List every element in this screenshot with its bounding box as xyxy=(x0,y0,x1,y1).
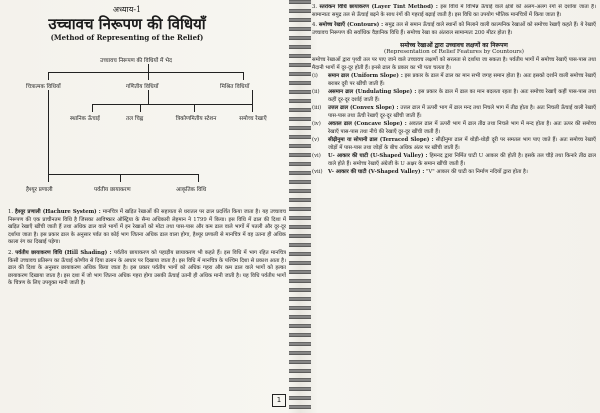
page-subtitle: (Method of Representing of the Relief) xyxy=(50,33,204,42)
item-number: (v) xyxy=(312,137,320,143)
section-heading: समोच्च रेखाएँ (Contours) : xyxy=(318,22,384,28)
diagram-connector xyxy=(92,104,252,105)
page-number: 1 xyxy=(272,394,286,407)
diagram-node-hachure: हैश्यूर प्रणाली xyxy=(26,187,53,193)
list-item xyxy=(312,89,596,104)
diagram-connector xyxy=(148,64,149,72)
diagram-connector xyxy=(48,72,49,80)
diagram-node-spot-height: स्थानिक ऊँचाई xyxy=(70,116,100,122)
relief-features-intro: समोच्च रेखाओं द्वारा पृथ्वी तल पर पाए जाने वाले उच्चावच लक्षणों को सरलता से दर्शाया जा सकता है। पर्वतीय भागों में समोच्च रेखाएँ पास-पास तथा मैदानी भागों में दूर-दूर होती हैं। इनसे ढाल के प्रकार का भी पता चलता है। xyxy=(312,57,596,71)
item-text: उत्तल ढाल में ऊपरी भाग में ढाल मन्द तथा निचले भाग में तीव्र होता है। अतः निचली ऊँचाई वाली रेखाएँ पास-पास तथा ऊँची रेखाएँ दूर-दूर खींची जाती हैं। xyxy=(328,105,596,119)
section-hachure xyxy=(8,209,286,247)
diagram-connector xyxy=(148,72,149,80)
item-text: अवतल ढाल में ऊपरी भाग में ढाल तीव्र तथा निचले भाग में मन्द होता है। अतः ऊपर की समोच्च रेखाएँ पास-पास तथा नीचे की रेखाएँ दूर-दूर खींची जाती हैं। xyxy=(328,121,596,135)
item-heading: सीढ़ीनुमा या सोपानी ढाल (Terraced Slope) : xyxy=(328,137,434,143)
list-item xyxy=(312,73,596,88)
diagram-root: उच्चावच निरूपण की विधियों में भेद xyxy=(100,58,172,64)
list-item xyxy=(312,153,596,168)
item-text: हिमनद द्वारा निर्मित घाटी U आकार की होती है। इसके तल चौड़े तथा किनारे तीव्र ढाल वाले होते हैं। समोच्च रेखाएँ अंग्रेजी के U अक्षर के समान खींची जाती हैं। xyxy=(328,153,596,167)
diagram-node-contours: समोच्च रेखाएँ xyxy=(239,116,267,122)
item-heading: समान ढाल (Uniform Slope) : xyxy=(328,73,403,79)
item-number: (vii) xyxy=(312,169,323,175)
diagram-connector xyxy=(120,174,121,182)
section-text: पर्वतीय छायाकरण को पहाड़ीय छायाकरण भी कहते हैं। इस विधि में भाग रहित मानचित्र किसी उच्चावच प्रतिरूप का ऊँचाई कोणीय से दिया ढलान के आधार पर दिखाया जाता है। इस विधि में मानचित्र के पश्चिम दिशा से प्रकाश आता है। ढाल की दिशा के अनुसार छायाकरण अधिक किया जाता है। इस प्रकार पर्वतीय भागों को अधिक गहरा और कम ढाल वाले भागों को हल्का छायाकरण दिखाया जाता है। इस दशा में जो भाग जितना अधिक गहरा होगा उसकी ऊँचाई उतनी ही अधिक मानी जाती है। यह विधि पर्वतीय भागों के चित्रण के लिए उपयुक्त मानी जाती है। xyxy=(8,249,286,287)
item-heading: V- आकार की घाटी (V-Shaped Valley) : xyxy=(328,169,425,175)
diagram-connector xyxy=(48,72,243,73)
item-number: (ii) xyxy=(312,89,320,95)
diagram-connector xyxy=(148,90,149,104)
diagram-connector xyxy=(92,104,93,112)
diagram-connector xyxy=(48,90,49,174)
section-text: मानचित्र में खड़ित रेखाओं की सहायता से धरातल पर ढाल प्रदर्शित किया जाता है। यह उच्चावच निरूपण की एक प्राचीनतम विधि है जिसका आविष्कार ऑस्ट्रिया के सैन्य अधिकारी लेहमान ने 1799 में किया। इस विधि में ढाल की दिशा में खड़ित रेखाएँ खींची जाती हैं तथा अधिक ढाल वाले भागों में इन रेखाओं को मोटा तथा पास-पास और कम ढाल वाले भागों में पतली और दूर-दूर दर्शाया जाता है। इस प्रकार ढाल के अनुसार पर्वत का कोई भाग जितना अधिक ढाल वाला होगा, हैश्यूर प्रणाली से मानचित्र में वह उतना ही अधिक काला रंग का दिखाई पड़ेगा। xyxy=(8,209,286,246)
relief-features-heading: समोच्च रेखाओं द्वारा उच्चावच लक्षणों का निरूपण xyxy=(400,42,508,49)
diagram-node-bench-mark: तल चिह्न xyxy=(126,116,144,122)
item-number: (vi) xyxy=(312,153,321,159)
item-number: (iv) xyxy=(312,121,321,127)
section-text: इस विधि में विभिन्न ऊँचाई वाले क्षेत्रों को अलग-अलग रंगों से दर्शाया जाता है। सामान्यतः समुद्र तल से ऊँचाई बढ़ने के साथ रंगों की गहराई बढ़ाई जाती है। इस विधि का उपयोग भौतिक मानचित्रों में किया जाता है। xyxy=(312,4,596,18)
item-text: सीढ़ीनुमा ढाल में थोड़ी-थोड़ी दूरी पर समतल भाग पाए जाते हैं। अतः समोच्च रेखाएँ जोड़ों में पास-पास तथा जोड़ों के बीच अधिक अंतर पर खींची जाती हैं। xyxy=(328,137,596,151)
diagram-node-mathematical: गणितीय विधियाँ xyxy=(126,84,159,90)
section-number: 1. xyxy=(8,209,14,215)
relief-features-subheading: (Representation of Relief Features by Countours) xyxy=(384,49,524,55)
diagram-node-morphological: आकृतिक विधि xyxy=(176,187,207,193)
diagram-connector xyxy=(194,104,195,112)
right-column xyxy=(312,4,596,409)
item-text: "V" आकार की घाटी का निर्माण नदियों द्वारा होता है। xyxy=(425,169,528,175)
list-item xyxy=(312,169,596,177)
item-heading: U- आकार की घाटी (U-Shaped Valley) : xyxy=(328,153,428,159)
diagram-node-mixed: मिश्रित विधियाँ xyxy=(220,84,250,90)
section-contours xyxy=(312,22,596,37)
item-number: (i) xyxy=(312,73,318,79)
section-text: समुद्र तल से समान ऊँचाई वाले स्थानों को मिलाने वाली काल्पनिक रेखाओं को समोच्च रेखाएँ कहते हैं। ये रेखाएँ उच्चावच निरूपण की सर्वाधिक वैज्ञानिक विधि हैं। समोच्च रेखा का अंतराल सामान्यतः 200 मीटर होता है। xyxy=(312,22,596,36)
item-text: इस प्रकार के ढाल में ढाल का मान सभी जगह समान होता है। अतः इसको दर्शाने वाली समोच्च रेखाएँ बराबर दूरी पर खींची जाती हैं। xyxy=(328,73,596,87)
item-heading: असमान ढाल (Undulating Slope) : xyxy=(328,89,417,95)
diagram-node-hill-shading: पर्वतीय छायाकरण xyxy=(94,187,131,193)
classification-diagram xyxy=(8,56,286,206)
page-title: उच्चावच निरूपण की विधियाँ xyxy=(48,15,206,33)
left-column xyxy=(8,4,286,409)
section-number: 2. xyxy=(8,249,14,256)
section-number: 4. xyxy=(312,22,318,28)
list-item xyxy=(312,121,596,136)
list-item xyxy=(312,105,596,120)
section-heading: हैश्यूर प्रणाली (Hachure System) : xyxy=(15,209,101,215)
diagram-connector xyxy=(243,72,244,80)
diagram-connector xyxy=(252,90,253,112)
chapter-label: अध्याय-1 xyxy=(112,5,142,14)
item-heading: उत्तल ढाल (Convex Slope) : xyxy=(328,105,399,111)
diagram-node-trig-station: त्रिकोणमितीय स्टेशन xyxy=(175,116,217,122)
item-number: (iii) xyxy=(312,105,322,111)
section-number: 3. xyxy=(312,4,318,10)
diagram-connector xyxy=(198,174,199,182)
section-layer-tint xyxy=(312,4,596,19)
list-item xyxy=(312,137,596,152)
item-heading: अवतल ढाल (Concave Slope) : xyxy=(328,121,407,127)
diagram-connector xyxy=(48,174,198,175)
diagram-connector xyxy=(48,174,49,182)
diagram-node-pictorial: चित्रात्मक विधियाँ xyxy=(26,84,61,90)
spiral-binding xyxy=(289,0,311,413)
section-heading: स्तरांकन विधि छायाकरण (Layer Tint Method) : xyxy=(319,4,438,10)
diagram-connector xyxy=(140,104,141,112)
section-heading: पर्वतीय छायाकरण विधि (Hill Shading) : xyxy=(15,249,112,256)
section-hill-shading xyxy=(8,250,286,288)
item-text: इस प्रकार के ढाल में ढाल का मान बदलता रहता है। अतः समोच्च रेखाएँ कहीं पास-पास तथा कहीं दूर-दूर दर्शाई जाती हैं। xyxy=(328,89,596,103)
